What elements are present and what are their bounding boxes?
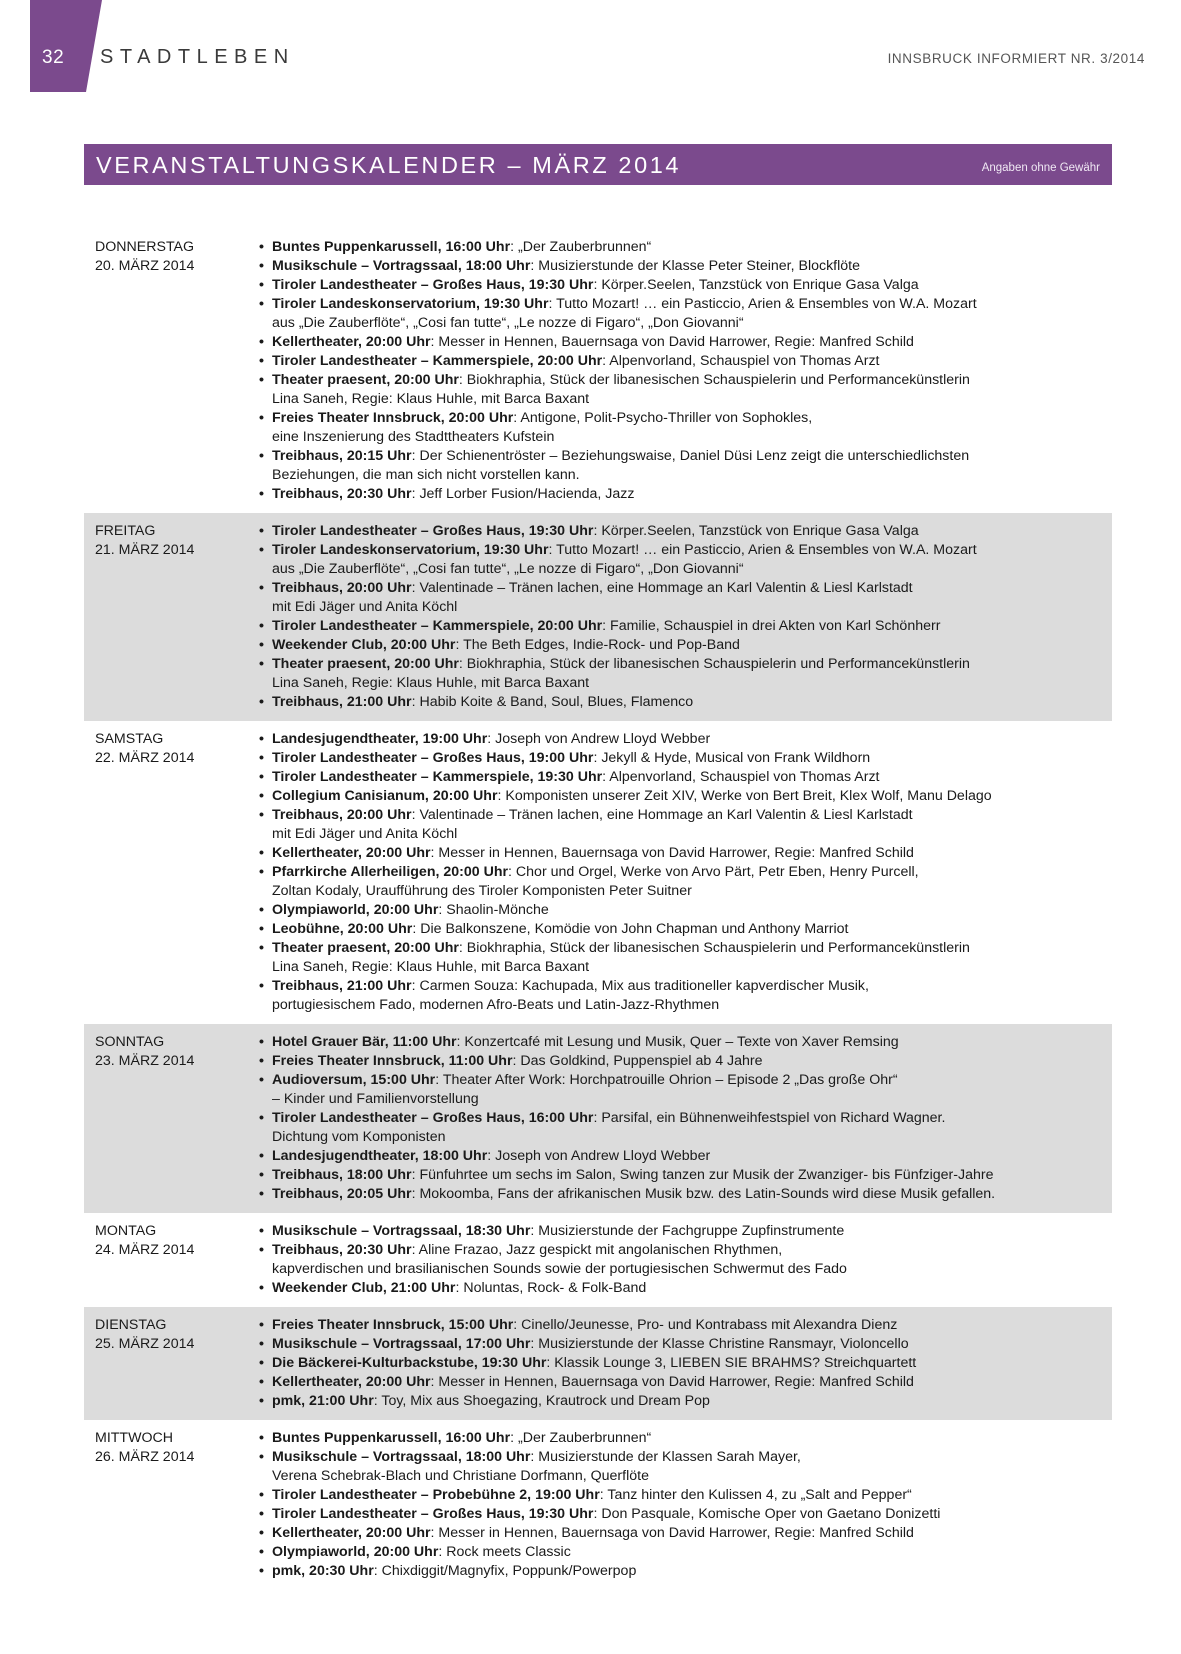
event-description: : Messer in Hennen, Bauernsaga von David Harrower, Regie: Manfred Schild: [430, 845, 914, 861]
event-venue-time: Theater praesent, 20:00 Uhr: [272, 656, 459, 672]
event-venue-time: Kellertheater, 20:00 Uhr: [272, 1374, 431, 1390]
event-item: [259, 1505, 1112, 1524]
event-description: : Das Goldkind, Puppenspiel ab 4 Jahre: [512, 1053, 763, 1069]
event-item: [259, 1071, 1112, 1109]
event-description: : Jeff Lorber Fusion/Hacienda, Jazz: [411, 486, 635, 502]
event-item: [259, 1524, 1112, 1543]
event-item: [259, 1373, 1112, 1392]
event-description: : The Beth Edges, Indie-Rock- und Pop-Band: [455, 637, 740, 653]
day-block: [84, 1024, 1112, 1213]
event-venue-time: Kellertheater, 20:00 Uhr: [272, 845, 431, 861]
weekday-label: DIENSTAG: [95, 1317, 167, 1333]
event-item: [259, 352, 1112, 371]
date-label: 20. MÄRZ 2014: [95, 258, 195, 274]
event-description: : Rock meets Classic: [438, 1544, 571, 1560]
event-venue-time: Treibhaus, 21:00 Uhr: [272, 978, 412, 994]
event-venue-time: Weekender Club, 21:00 Uhr: [272, 1280, 456, 1296]
day-block: [84, 513, 1112, 721]
event-item: [259, 863, 1112, 901]
day-date: [84, 730, 259, 1015]
event-description: : Habib Koite & Band, Soul, Blues, Flamenco: [411, 694, 694, 710]
event-list: [259, 1316, 1112, 1411]
day-date: [84, 1222, 259, 1298]
event-item: [259, 1543, 1112, 1562]
event-venue-time: Treibhaus, 20:00 Uhr: [272, 807, 412, 823]
event-calendar: [84, 229, 1112, 1590]
event-item: [259, 1392, 1112, 1411]
event-venue-time: Tiroler Landestheater – Großes Haus, 19:30 Uhr: [272, 1506, 594, 1522]
event-item: [259, 276, 1112, 295]
event-item: [259, 617, 1112, 636]
event-item: [259, 1316, 1112, 1335]
event-description: : Fünfuhrtee um sechs im Salon, Swing tanzen zur Musik der Zwanziger- bis Fünfziger-Jahre: [411, 1167, 994, 1183]
event-venue-time: Treibhaus, 20:05 Uhr: [272, 1186, 412, 1202]
event-venue-time: Tiroler Landestheater – Kammerspiele, 19:30 Uhr: [272, 769, 603, 785]
event-description: : Die Balkonszene, Komödie von John Chapman und Anthony Marriot: [412, 921, 849, 937]
event-description: : Joseph von Andrew Lloyd Webber: [487, 731, 711, 747]
event-item: [259, 1486, 1112, 1505]
event-venue-time: Tiroler Landestheater – Probebühne 2, 19:00 Uhr: [272, 1487, 600, 1503]
date-label: 23. MÄRZ 2014: [95, 1053, 195, 1069]
event-venue-time: Tiroler Landestheater – Großes Haus, 19:30 Uhr: [272, 277, 594, 293]
weekday-label: MONTAG: [95, 1223, 157, 1239]
day-date: [84, 238, 259, 504]
event-item: [259, 1429, 1112, 1448]
event-venue-time: Tiroler Landeskonservatorium, 19:30 Uhr: [272, 296, 549, 312]
event-description: : Jekyll & Hyde, Musical von Frank Wildhorn: [593, 750, 871, 766]
calendar-title: VERANSTALTUNGSKALENDER – MÄRZ 2014: [96, 152, 682, 178]
event-description: : Joseph von Andrew Lloyd Webber: [487, 1148, 711, 1164]
day-date: [84, 522, 259, 712]
calendar-banner: [84, 144, 1112, 185]
event-description: : Valentinade – Tränen lachen, eine Hommage an Karl Valentin & Liesl Karlstadt mit Edi Jäger und Anita Köchl: [272, 580, 913, 615]
event-venue-time: Tiroler Landestheater – Kammerspiele, 20:00 Uhr: [272, 618, 603, 634]
publication-title: INNSBRUCK INFORMIERT NR. 3/2014: [887, 51, 1145, 66]
weekday-label: MITTWOCH: [95, 1430, 174, 1446]
day-block: [84, 1307, 1112, 1420]
event-item: [259, 238, 1112, 257]
event-item: [259, 447, 1112, 485]
event-description: : Theater After Work: Horchpatrouille Ohrion – Episode 2 „Das große Ohr“ – Kinder und Familienvorstellung: [272, 1072, 898, 1107]
event-venue-time: Theater praesent, 20:00 Uhr: [272, 372, 459, 388]
event-venue-time: Collegium Canisianum, 20:00 Uhr: [272, 788, 498, 804]
event-description: : Antigone, Polit-Psycho-Thriller von Sophokles, eine Inszenierung des Stadttheaters Kufstein: [272, 410, 813, 445]
event-description: : Familie, Schauspiel in drei Akten von Karl Schönherr: [602, 618, 941, 634]
event-list: [259, 1222, 1112, 1298]
event-description: : Klassik Lounge 3, LIEBEN SIE BRAHMS? Streichquartett: [546, 1355, 917, 1371]
event-item: [259, 1147, 1112, 1166]
event-description: : Musizierstunde der Klasse Peter Steiner, Blockflöte: [530, 258, 860, 274]
event-description: : „Der Zauberbrunnen“: [510, 1430, 652, 1446]
event-venue-time: Musikschule – Vortragssaal, 18:30 Uhr: [272, 1223, 531, 1239]
event-venue-time: pmk, 20:30 Uhr: [272, 1563, 374, 1579]
event-description: : Der Schienentröster – Beziehungswaise, Daniel Düsi Lenz zeigt die unterschiedlichsten Beziehungen, die man sich nicht vorstellen kann.: [272, 448, 970, 483]
event-description: : Konzertcafé mit Lesung und Musik, Quer – Texte von Xaver Remsing: [456, 1034, 899, 1050]
event-description: : Cinello/Jeunesse, Pro- und Kontrabass mit Alexandra Dienz: [513, 1317, 898, 1333]
event-venue-time: Audioversum, 15:00 Uhr: [272, 1072, 436, 1088]
event-venue-time: Olympiaworld, 20:00 Uhr: [272, 1544, 439, 1560]
event-venue-time: Olympiaworld, 20:00 Uhr: [272, 902, 439, 918]
event-item: [259, 485, 1112, 504]
event-description: : „Der Zauberbrunnen“: [510, 239, 652, 255]
event-venue-time: Freies Theater Innsbruck, 20:00 Uhr: [272, 410, 514, 426]
event-item: [259, 1448, 1112, 1486]
event-item: [259, 749, 1112, 768]
event-venue-time: Tiroler Landestheater – Großes Haus, 19:00 Uhr: [272, 750, 594, 766]
event-item: [259, 1335, 1112, 1354]
weekday-label: SAMSTAG: [95, 731, 164, 747]
date-label: 25. MÄRZ 2014: [95, 1336, 195, 1352]
event-venue-time: Pfarrkirche Allerheiligen, 20:00 Uhr: [272, 864, 509, 880]
event-item: [259, 333, 1112, 352]
disclaimer-note: Angaben ohne Gewähr: [981, 162, 1100, 174]
event-list: [259, 522, 1112, 712]
event-item: [259, 901, 1112, 920]
event-description: : Körper.Seelen, Tanzstück von Enrique Gasa Valga: [593, 277, 919, 293]
event-description: : Biokhraphia, Stück der libanesischen Schauspielerin und Performancekünstlerin Lina Saneh, Regie: Klaus Huhle, mit Barca Baxant: [272, 656, 970, 691]
event-description: : Parsifal, ein Bühnenweihfestspiel von Richard Wagner. Dichtung vom Komponisten: [272, 1110, 946, 1145]
weekday-label: SONNTAG: [95, 1034, 165, 1050]
day-date: [84, 1429, 259, 1581]
event-item: [259, 522, 1112, 541]
event-venue-time: Tiroler Landestheater – Großes Haus, 16:00 Uhr: [272, 1110, 594, 1126]
event-venue-time: Musikschule – Vortragssaal, 17:00 Uhr: [272, 1336, 531, 1352]
event-venue-time: Freies Theater Innsbruck, 15:00 Uhr: [272, 1317, 514, 1333]
event-venue-time: Die Bäckerei-Kulturbackstube, 19:30 Uhr: [272, 1355, 547, 1371]
event-venue-time: Treibhaus, 21:00 Uhr: [272, 694, 412, 710]
event-venue-time: Treibhaus, 20:30 Uhr: [272, 486, 412, 502]
event-item: [259, 1185, 1112, 1204]
event-item: [259, 1279, 1112, 1298]
event-item: [259, 1241, 1112, 1279]
event-description: : Musizierstunde der Klassen Sarah Mayer, Verena Schebrak-Blach und Christiane Dorfmann, Querflöte: [272, 1449, 801, 1484]
event-item: [259, 1562, 1112, 1581]
event-description: : Messer in Hennen, Bauernsaga von David Harrower, Regie: Manfred Schild: [430, 1374, 914, 1390]
event-list: [259, 1429, 1112, 1581]
event-item: [259, 636, 1112, 655]
event-item: [259, 844, 1112, 863]
event-item: [259, 730, 1112, 749]
event-venue-time: Treibhaus, 20:00 Uhr: [272, 580, 412, 596]
event-description: : Komponisten unserer Zeit XIV, Werke von Bert Breit, Klex Wolf, Manu Delago: [497, 788, 992, 804]
event-item: [259, 1033, 1112, 1052]
event-item: [259, 409, 1112, 447]
event-description: : Alpenvorland, Schauspiel von Thomas Arzt: [602, 769, 880, 785]
event-description: : Toy, Mix aus Shoegazing, Krautrock und Dream Pop: [373, 1393, 710, 1409]
event-item: [259, 806, 1112, 844]
event-venue-time: Tiroler Landeskonservatorium, 19:30 Uhr: [272, 542, 549, 558]
event-description: : Carmen Souza: Kachupada, Mix aus traditioneller kapverdischer Musik, portugiesischem Fado, modernen Afro-Beats und Latin-Jazz-Rhythmen: [272, 978, 869, 1013]
event-item: [259, 1166, 1112, 1185]
event-venue-time: Buntes Puppenkarussell, 16:00 Uhr: [272, 1430, 511, 1446]
page-number: 32: [42, 47, 65, 68]
event-list: [259, 1033, 1112, 1204]
event-venue-time: Tiroler Landestheater – Kammerspiele, 20:00 Uhr: [272, 353, 603, 369]
event-description: : Biokhraphia, Stück der libanesischen Schauspielerin und Performancekünstlerin Lina Saneh, Regie: Klaus Huhle, mit Barca Baxant: [272, 372, 970, 407]
event-description: : Messer in Hennen, Bauernsaga von David Harrower, Regie: Manfred Schild: [430, 334, 914, 350]
event-item: [259, 939, 1112, 977]
event-description: : Musizierstunde der Fachgruppe Zupfinstrumente: [530, 1223, 845, 1239]
event-venue-time: Theater praesent, 20:00 Uhr: [272, 940, 459, 956]
event-item: [259, 295, 1112, 333]
event-item: [259, 1222, 1112, 1241]
event-venue-time: Treibhaus, 18:00 Uhr: [272, 1167, 412, 1183]
event-item: [259, 920, 1112, 939]
event-description: : Mokoomba, Fans der afrikanischen Musik bzw. des Latin-Sounds wird diese Musik gefallen.: [411, 1186, 996, 1202]
event-description: : Biokhraphia, Stück der libanesischen Schauspielerin und Performancekünstlerin Lina Saneh, Regie: Klaus Huhle, mit Barca Baxant: [272, 940, 970, 975]
event-item: [259, 977, 1112, 1015]
event-item: [259, 371, 1112, 409]
event-description: : Shaolin-Mönche: [438, 902, 549, 918]
day-block: [84, 1420, 1112, 1590]
event-venue-time: Kellertheater, 20:00 Uhr: [272, 334, 431, 350]
event-description: : Tutto Mozart! … ein Pasticcio, Arien & Ensembles von W.A. Mozart aus „Die Zauberflöte“, „Cosi fan tutte“, „Le nozze di Figaro“, „Don Giovanni“: [272, 542, 977, 577]
day-block: [84, 1213, 1112, 1307]
event-venue-time: Kellertheater, 20:00 Uhr: [272, 1525, 431, 1541]
page-tab-shape: [30, 0, 110, 92]
event-description: : Aline Frazao, Jazz gespickt mit angolanischen Rhythmen, kapverdischen und brasilianischen Sounds sowie der portugiesischen Schwermut des Fado: [272, 1242, 847, 1277]
section-title: STADTLEBEN: [100, 46, 295, 68]
event-item: [259, 693, 1112, 712]
date-label: 21. MÄRZ 2014: [95, 542, 195, 558]
date-label: 22. MÄRZ 2014: [95, 750, 195, 766]
event-venue-time: Musikschule – Vortragssaal, 18:00 Uhr: [272, 1449, 531, 1465]
event-venue-time: pmk, 21:00 Uhr: [272, 1393, 374, 1409]
event-description: : Noluntas, Rock- & Folk-Band: [455, 1280, 647, 1296]
event-item: [259, 1052, 1112, 1071]
event-venue-time: Buntes Puppenkarussell, 16:00 Uhr: [272, 239, 511, 255]
event-description: : Alpenvorland, Schauspiel von Thomas Arzt: [602, 353, 880, 369]
event-item: [259, 768, 1112, 787]
event-item: [259, 1109, 1112, 1147]
event-item: [259, 787, 1112, 806]
event-list: [259, 238, 1112, 504]
event-description: : Körper.Seelen, Tanzstück von Enrique Gasa Valga: [593, 523, 919, 539]
weekday-label: DONNERSTAG: [95, 239, 195, 255]
event-description: : Tutto Mozart! … ein Pasticcio, Arien & Ensembles von W.A. Mozart aus „Die Zauberflöte“, „Cosi fan tutte“, „Le nozze di Figaro“, „Don Giovanni“: [272, 296, 977, 331]
date-label: 26. MÄRZ 2014: [95, 1449, 195, 1465]
event-list: [259, 730, 1112, 1015]
event-item: [259, 541, 1112, 579]
event-venue-time: Freies Theater Innsbruck, 11:00 Uhr: [272, 1053, 513, 1069]
event-venue-time: Weekender Club, 20:00 Uhr: [272, 637, 456, 653]
event-description: : Chor und Orgel, Werke von Arvo Pärt, Petr Eben, Henry Purcell, Zoltan Kodaly, Uraufführung des Tiroler Komponisten Peter Suitner: [272, 864, 919, 899]
event-venue-time: Treibhaus, 20:30 Uhr: [272, 1242, 412, 1258]
day-date: [84, 1033, 259, 1204]
event-item: [259, 1354, 1112, 1373]
event-description: : Don Pasquale, Komische Oper von Gaetano Donizetti: [593, 1506, 941, 1522]
event-item: [259, 655, 1112, 693]
event-description: : Tanz hinter den Kulissen 4, zu „Salt and Pepper“: [599, 1487, 912, 1503]
day-block: [84, 721, 1112, 1024]
event-venue-time: Landesjugendtheater, 19:00 Uhr: [272, 731, 488, 747]
event-item: [259, 257, 1112, 276]
day-date: [84, 1316, 259, 1411]
event-venue-time: Tiroler Landestheater – Großes Haus, 19:30 Uhr: [272, 523, 594, 539]
event-item: [259, 579, 1112, 617]
event-venue-time: Musikschule – Vortragssaal, 18:00 Uhr: [272, 258, 531, 274]
event-venue-time: Landesjugendtheater, 18:00 Uhr: [272, 1148, 488, 1164]
event-description: : Chixdiggit/Magnyfix, Poppunk/Powerpop: [373, 1563, 637, 1579]
event-description: : Messer in Hennen, Bauernsaga von David Harrower, Regie: Manfred Schild: [430, 1525, 914, 1541]
event-venue-time: Treibhaus, 20:15 Uhr: [272, 448, 412, 464]
event-venue-time: Leobühne, 20:00 Uhr: [272, 921, 413, 937]
event-description: : Valentinade – Tränen lachen, eine Hommage an Karl Valentin & Liesl Karlstadt mit Edi Jäger und Anita Köchl: [272, 807, 913, 842]
day-block: [84, 229, 1112, 513]
date-label: 24. MÄRZ 2014: [95, 1242, 195, 1258]
event-venue-time: Hotel Grauer Bär, 11:00 Uhr: [272, 1034, 457, 1050]
weekday-label: FREITAG: [95, 523, 156, 539]
event-description: : Musizierstunde der Klasse Christine Ransmayr, Violoncello: [530, 1336, 909, 1352]
